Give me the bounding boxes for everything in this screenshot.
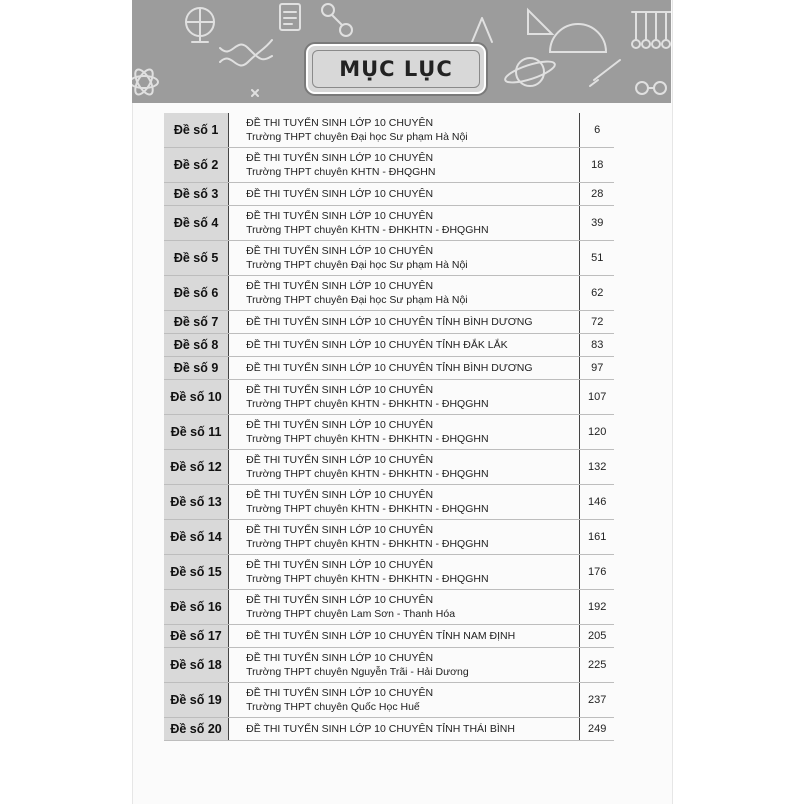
toc-entry-title (229, 450, 580, 485)
toc-entry-line1: ĐỀ THI TUYỂN SINH LỚP 10 CHUYÊN (246, 489, 434, 501)
toc-page-number: 39 (580, 206, 614, 241)
toc-row[interactable] (164, 485, 614, 520)
toc-page-number: 146 (580, 485, 614, 520)
toc-entry-line1: ĐỀ THI TUYỂN SINH LỚP 10 CHUYÊN (246, 117, 434, 129)
toc-entry-title (229, 520, 580, 555)
toc-entry-line2: Trường THPT chuyên KHTN - ĐHKHTN - ĐHQGHN (246, 573, 489, 585)
toc-exam-number: Đề số 17 (164, 625, 229, 648)
toc-exam-number: Đề số 16 (164, 590, 229, 625)
toc-entry-line2: Trường THPT chuyên KHTN - ĐHKHTN - ĐHQGHN (246, 433, 489, 445)
toc-entry-line1: ĐỀ THI TUYỂN SINH LỚP 10 CHUYÊN (246, 152, 434, 164)
toc-exam-number: Đề số 9 (164, 357, 229, 380)
toc-page-number: 72 (580, 311, 614, 334)
toc-row[interactable] (164, 380, 614, 415)
toc-entry-title (229, 555, 580, 590)
toc-entry-line2: Trường THPT chuyên Nguyễn Trãi - Hải Dương (246, 666, 469, 678)
toc-exam-number: Đề số 13 (164, 485, 229, 520)
toc-exam-number: Đề số 12 (164, 450, 229, 485)
toc-entry-title (229, 334, 580, 357)
toc-page-number: 51 (580, 241, 614, 276)
toc-exam-number: Đề số 10 (164, 380, 229, 415)
toc-entry-title (229, 183, 580, 206)
toc-row[interactable] (164, 683, 614, 718)
toc-exam-number: Đề số 11 (164, 415, 229, 450)
toc-entry-title (229, 113, 580, 148)
toc-row[interactable] (164, 415, 614, 450)
toc-page-number: 161 (580, 520, 614, 555)
toc-page-number: 249 (580, 718, 614, 741)
toc-entry-line1: ĐỀ THI TUYỂN SINH LỚP 10 CHUYÊN (246, 210, 434, 222)
toc-entry-title (229, 718, 580, 741)
toc-entry-line2: Trường THPT chuyên KHTN - ĐHKHTN - ĐHQGHN (246, 468, 489, 480)
toc-entry-title (229, 683, 580, 718)
toc-row[interactable] (164, 520, 614, 555)
toc-entry-line2: Trường THPT chuyên Đại học Sư phạm Hà Nội (246, 294, 468, 306)
toc-row[interactable] (164, 450, 614, 485)
toc-page-number: 237 (580, 683, 614, 718)
toc-entry-line2: Trường THPT chuyên KHTN - ĐHKHTN - ĐHQGHN (246, 538, 489, 550)
toc-entry-line1: ĐỀ THI TUYỂN SINH LỚP 10 CHUYÊN (246, 188, 434, 200)
toc-entry-title (229, 276, 580, 311)
toc-row[interactable] (164, 334, 614, 357)
toc-exam-number: Đề số 7 (164, 311, 229, 334)
toc-row[interactable] (164, 625, 614, 648)
toc-entry-line2: Trường THPT chuyên Quốc Học Huế (246, 701, 420, 713)
toc-entry-title (229, 415, 580, 450)
toc-page-number: 205 (580, 625, 614, 648)
toc-page-number: 192 (580, 590, 614, 625)
toc-entry-line1: ĐỀ THI TUYỂN SINH LỚP 10 CHUYÊN (246, 245, 434, 257)
toc-row[interactable] (164, 648, 614, 683)
toc-entry-line1: ĐỀ THI TUYỂN SINH LỚP 10 CHUYÊN (246, 419, 434, 431)
toc-entry-line1: ĐỀ THI TUYỂN SINH LỚP 10 CHUYÊN (246, 384, 434, 396)
toc-entry-line2: Trường THPT chuyên Đại học Sư phạm Hà Nội (246, 259, 468, 271)
toc-entry-title (229, 648, 580, 683)
toc-entry-title (229, 241, 580, 276)
toc-entry-line2: Trường THPT chuyên Lam Sơn - Thanh Hóa (246, 608, 456, 620)
toc-entry-line2: Trường THPT chuyên Đại học Sư phạm Hà Nội (246, 131, 468, 143)
toc-exam-number: Đề số 18 (164, 648, 229, 683)
toc-page-number: 120 (580, 415, 614, 450)
toc-exam-number: Đề số 3 (164, 183, 229, 206)
toc-page-number: 132 (580, 450, 614, 485)
toc-entry-line1: ĐỀ THI TUYỂN SINH LỚP 10 CHUYÊN (246, 687, 434, 699)
toc-row[interactable] (164, 555, 614, 590)
toc-entry-line1: ĐỀ THI TUYỂN SINH LỚP 10 CHUYÊN TỈNH THÁI BÌNH (246, 723, 515, 735)
toc-page-number: 62 (580, 276, 614, 311)
toc-table (164, 113, 614, 741)
toc-row[interactable] (164, 113, 614, 148)
toc-exam-number: Đề số 5 (164, 241, 229, 276)
toc-entry-line2: Trường THPT chuyên KHTN - ĐHKHTN - ĐHQGHN (246, 503, 489, 515)
toc-exam-number: Đề số 1 (164, 113, 229, 148)
toc-entry-title (229, 357, 580, 380)
toc-entry-title (229, 380, 580, 415)
toc-row[interactable] (164, 276, 614, 311)
toc-exam-number: Đề số 20 (164, 718, 229, 741)
toc-entry-line1: ĐỀ THI TUYỂN SINH LỚP 10 CHUYÊN (246, 559, 434, 571)
toc-exam-number: Đề số 8 (164, 334, 229, 357)
toc-exam-number: Đề số 2 (164, 148, 229, 183)
toc-entry-line1: ĐỀ THI TUYỂN SINH LỚP 10 CHUYÊN (246, 280, 434, 292)
toc-page-number: 83 (580, 334, 614, 357)
toc-row[interactable] (164, 241, 614, 276)
toc-page-number: 107 (580, 380, 614, 415)
toc-entry-title (229, 148, 580, 183)
toc-row[interactable] (164, 718, 614, 741)
toc-exam-number: Đề số 14 (164, 520, 229, 555)
toc-row[interactable] (164, 148, 614, 183)
toc-row[interactable] (164, 206, 614, 241)
toc-entry-line1: ĐỀ THI TUYỂN SINH LỚP 10 CHUYÊN TỈNH BÌNH DƯƠNG (246, 362, 533, 374)
toc-entry-title (229, 206, 580, 241)
toc-row[interactable] (164, 311, 614, 334)
toc-page-number: 176 (580, 555, 614, 590)
toc-exam-number: Đề số 4 (164, 206, 229, 241)
page-title: MỤC LỤC (339, 57, 453, 81)
toc-exam-number: Đề số 19 (164, 683, 229, 718)
toc-page-number: 97 (580, 357, 614, 380)
toc-row[interactable] (164, 357, 614, 380)
toc-entry-line1: ĐỀ THI TUYỂN SINH LỚP 10 CHUYÊN (246, 454, 434, 466)
toc-entry-title (229, 625, 580, 648)
toc-page-number: 6 (580, 113, 614, 148)
toc-entry-title (229, 485, 580, 520)
toc-entry-line2: Trường THPT chuyên KHTN - ĐHQGHN (246, 166, 436, 178)
toc-row[interactable] (164, 590, 614, 625)
toc-entry-line2: Trường THPT chuyên KHTN - ĐHKHTN - ĐHQGHN (246, 224, 489, 236)
toc-row[interactable] (164, 183, 614, 206)
toc-entry-title (229, 590, 580, 625)
toc-title-box (306, 44, 486, 94)
toc-entry-line1: ĐỀ THI TUYỂN SINH LỚP 10 CHUYÊN (246, 594, 434, 606)
toc-page-number: 18 (580, 148, 614, 183)
toc-entry-line1: ĐỀ THI TUYỂN SINH LỚP 10 CHUYÊN (246, 524, 434, 536)
toc-exam-number: Đề số 6 (164, 276, 229, 311)
toc-entry-line1: ĐỀ THI TUYỂN SINH LỚP 10 CHUYÊN TỈNH NAM ĐỊNH (246, 630, 516, 642)
toc-entry-line1: ĐỀ THI TUYỂN SINH LỚP 10 CHUYÊN TỈNH BÌNH DƯƠNG (246, 316, 533, 328)
toc-entry-line2: Trường THPT chuyên KHTN - ĐHKHTN - ĐHQGHN (246, 398, 489, 410)
toc-exam-number: Đề số 15 (164, 555, 229, 590)
toc-page-number: 225 (580, 648, 614, 683)
toc-page-number: 28 (580, 183, 614, 206)
toc-entry-title (229, 311, 580, 334)
toc-entry-line1: ĐỀ THI TUYỂN SINH LỚP 10 CHUYÊN TỈNH ĐẮK LẮK (246, 339, 508, 351)
toc-entry-line1: ĐỀ THI TUYỂN SINH LỚP 10 CHUYÊN (246, 652, 434, 664)
